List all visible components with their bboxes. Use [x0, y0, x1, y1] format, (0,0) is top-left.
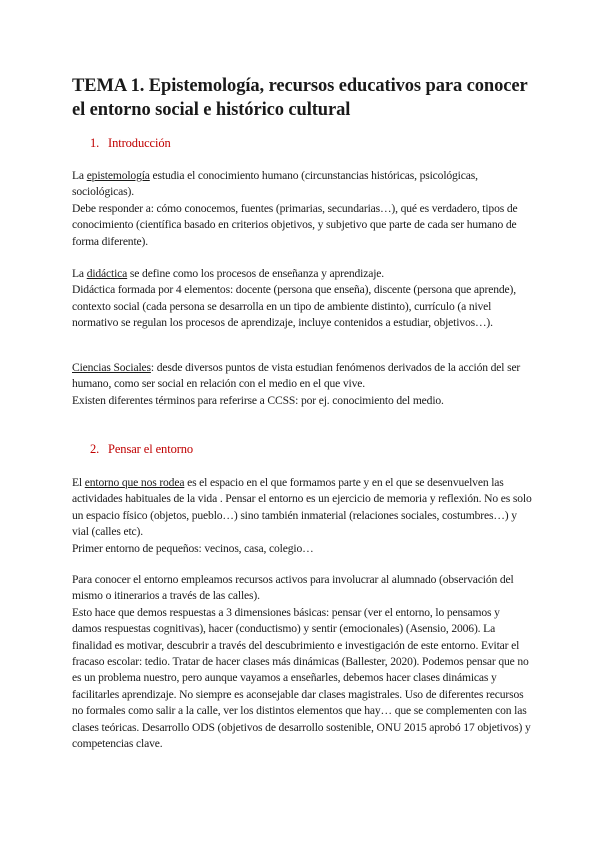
term-epistemologia: epistemología	[86, 169, 150, 182]
paragraph-recursos	[72, 572, 532, 752]
section-number: 1.	[90, 136, 100, 150]
section-title: Pensar el entorno	[108, 442, 194, 456]
paragraph-text: se define como los procesos de enseñanza y aprendizaje.	[127, 267, 385, 280]
paragraph-text: Para conocer el entorno empleamos recursos activos para involucrar al alumnado (observación del mismo o itinerarios a través de las calles).	[72, 573, 514, 603]
paragraph-ciencias-sociales	[72, 360, 532, 409]
section-number: 2.	[90, 442, 100, 456]
paragraph-lead: La	[72, 169, 87, 182]
section-heading-pensar-el-entorno	[90, 442, 193, 457]
paragraph-text: Esto hace que demos respuestas a 3 dimensiones básicas: pensar (ver el entorno, lo pensamos y damos respuestas cognitivas), hacer (conductismo) y sentir (emocionales) (Asensio, 2006). La finalidad es motivar, descubrir a través del descubrimiento e investigación de este entorno. Evitar el fracaso escolar: tedio. Tratar de hacer clases más dinámicas (Ballester, 2020). Podemos pensar que no es un problema nuestro, pero aunque vayamos a enseñarles, debemos hacer clases dinámicas y facilitarles aprendizaje. No siempre es aconsejable dar clases magistrales. Uso de diferentes recursos no formales como salir a la calle, ver los distintos elementos que hay… que se complementen con las clases teóricas. Desarrollo ODS (objetivos de desarrollo sostenible, ONU 2015 aprobó 17 objetivos) y competencias clave.	[72, 605, 531, 751]
paragraph-text: Primer entorno de pequeños: vecinos, casa, colegio…	[72, 541, 314, 555]
paragraph-lead: El	[72, 476, 85, 489]
paragraph-lead: La	[72, 267, 87, 280]
document-title: TEMA 1. Epistemología, recursos educativos para conocer el entorno social e histórico cultural	[72, 76, 528, 120]
paragraph-text: Didáctica formada por 4 elementos: docente (persona que enseña), discente (persona que aprende), contexto social (cada persona se desarrolla en un tipo de ambiente distinto), currículo (a nivel normativo se regulan los procesos de aprendizaje, incluye contenidos a estudiar, objetivos…).	[72, 283, 516, 330]
paragraph-entorno	[72, 475, 532, 557]
term-ciencias-sociales: Ciencias Sociales	[72, 361, 151, 374]
paragraph-text: : desde diversos puntos de vista estudian fenómenos derivados de la acción del ser humano, como ser social en relación con el medio en el que vive.	[72, 361, 521, 391]
paragraph-didactica	[72, 266, 532, 332]
term-entorno: entorno que nos rodea	[84, 476, 185, 489]
section-heading-introduccion	[90, 136, 171, 151]
paragraph-text: es el espacio en el que formamos parte y en el que se desenvuelven las actividades habituales de la vida . Pensar el entorno es un ejercicio de memoria y reflexión. No es solo un espacio físico (objetos, pueblo…) sino también inmaterial (relaciones sociales, costumbres…) y vial (calles etc).	[72, 476, 532, 539]
paragraph-text: Existen diferentes términos para referirse a CCSS: por ej. conocimiento del medio.	[72, 393, 444, 407]
section-title: Introducción	[108, 136, 171, 150]
paragraph-text: Debe responder a: cómo conocemos, fuentes (primarias, secundarias…), qué es verdadero, tipos de conocimiento (científica basado en criterios objetivos, y subjetivo que parte de cada ser humano de forma diferente).	[72, 201, 518, 248]
term-didactica: didáctica	[86, 267, 128, 280]
paragraph-epistemologia	[72, 168, 532, 250]
paragraph-text: estudia el conocimiento humano (circunstancias históricas, psicológicas, sociológicas).	[72, 169, 478, 199]
